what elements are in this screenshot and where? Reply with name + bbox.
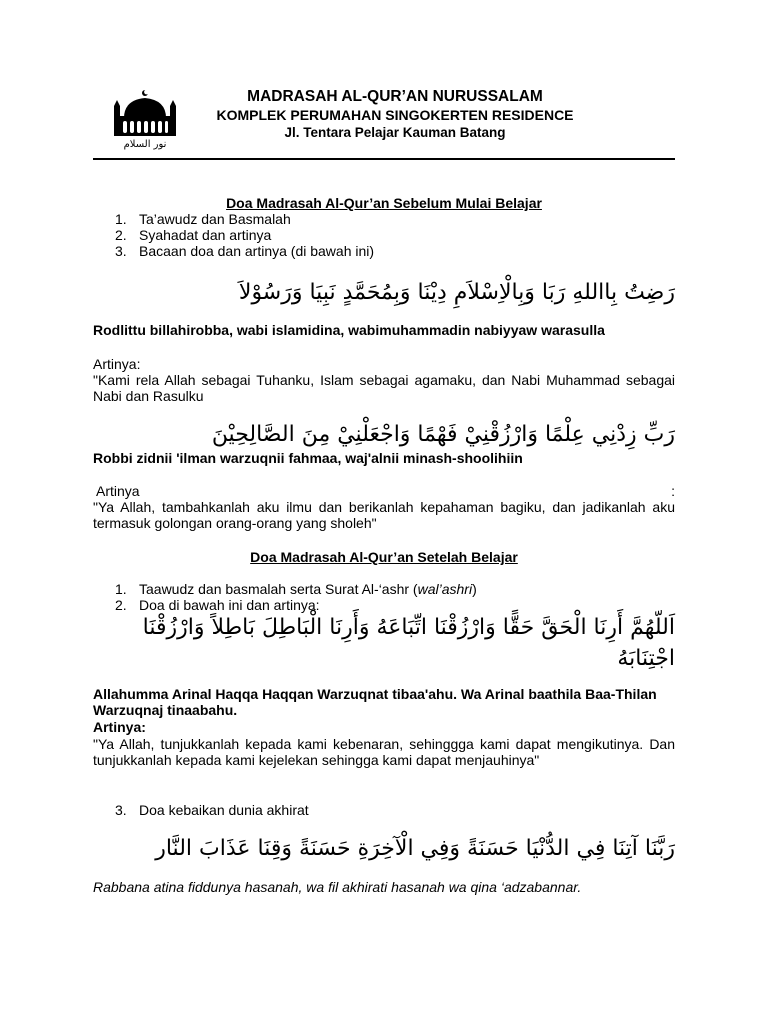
svg-text:نور السلام: نور السلام	[123, 139, 167, 150]
prayer1-translation: "Kami rela Allah sebagai Tuhanku, Islam sebagai agamaku, dan Nabi Muhammad sebagai Nabi dan Rasulku	[93, 372, 675, 404]
prayer1-arabic: رَضِتُ بِااللهِ رَبَا وَبِالْاِسْلاَمِ دِيْنَا وَبِمُحَمَّدٍ نَبِيَا وَرَسُوْلاَ	[238, 280, 675, 305]
list-item: 3. Doa kebaikan dunia akhirat	[115, 802, 309, 818]
section2-step3	[93, 802, 675, 818]
prayer3-artinya-label: Artinya:	[93, 719, 146, 735]
prayer3-translation: "Ya Allah, tunjukkanlah kepada kami kebenaran, sehinggga kami dapat mengikutinya. Dan tunjukkanlah kepada kami kejelekan sehingga kami dapat menjauhinya"	[93, 736, 675, 768]
list-item: 3. Bacaan doa dan artinya (di bawah ini)	[115, 243, 375, 259]
list-item: 2. Syahadat dan artinya	[115, 227, 272, 243]
prayer3-latin: Allahumma Arinal Haqqa Haqqan Warzuqnat tibaa'ahu. Wa Arinal baathila Baa-Thilan Warzuqnaj tinaabahu.	[93, 686, 657, 718]
section1-steps	[93, 211, 675, 259]
prayer2-artinya-colon: :	[671, 483, 675, 499]
prayer1-artinya-label: Artinya:	[93, 356, 141, 372]
section2-steps	[93, 581, 675, 613]
mosque-icon	[110, 88, 180, 150]
school-complex: KOMPLEK PERUMAHAN SINGOKERTEN RESIDENCE	[216, 107, 574, 123]
prayer2-translation: "Ya Allah, tambahkanlah aku ilmu dan berikanlah kepahaman bagiku, dan jadikanlah aku termasuk golongan orang-orang yang sholeh"	[93, 499, 675, 531]
section2-title: Doa Madrasah Al-Qur’an Setelah Belajar	[250, 549, 518, 565]
prayer3-arabic: اَللّهُمَّ أَرِنَا الْحَقَّ حَقًّا وَارْزُقْنَا اتِّبَاعَهُ وَأَرِنَا الْبَاطِلَ بَاطِلاً وَارْزُقْنَا اجْتِنَابَهُ	[142, 615, 675, 671]
prayer2-artinya-row	[93, 483, 675, 499]
prayer4-arabic: رَبَّنَا آتِنَا فِي الدُّنْيَا حَسَنَةً وَفِي الْآخِرَةِ حَسَنَةً وَقِنَا عَذَابَ النَّار	[155, 836, 675, 861]
prayer2-latin: Robbi zidnii 'ilman warzuqnii fahmaa, waj'alnii minash-shoolihiin	[93, 450, 523, 466]
prayer2-arabic: رَبِّ زِدْنِي عِلْمًا وَارْزُقْنِيْ فَهْمًا وَاجْعَلْنِيْ مِنَ الصَّالِحِيْنَ	[211, 422, 675, 447]
list-item: 1. Taawudz dan basmalah serta Surat Al-‘ashr (wal’ashri)	[115, 581, 477, 597]
prayer4-latin: Rabbana atina fiddunya hasanah, wa fil akhirati hasanah wa qina ‘adzabannar.	[93, 879, 582, 895]
prayer2-artinya-label: Artinya	[96, 483, 140, 499]
list-item: 2. Doa di bawah ini dan artinya:	[115, 597, 320, 613]
list-item: 1. Ta’awudz dan Basmalah	[115, 211, 291, 227]
section1-title: Doa Madrasah Al-Qur’an Sebelum Mulai Belajar	[226, 195, 542, 211]
school-address: Jl. Tentara Pelajar Kauman Batang	[284, 125, 506, 140]
header-divider	[93, 158, 675, 160]
school-name: MADRASAH AL-QUR’AN NURUSSALAM	[247, 88, 543, 105]
madrasah-logo	[110, 88, 180, 150]
prayer1-latin: Rodlittu billahirobba, wabi islamidina, wabimuhammadin nabiyyaw warasulla	[93, 322, 605, 338]
